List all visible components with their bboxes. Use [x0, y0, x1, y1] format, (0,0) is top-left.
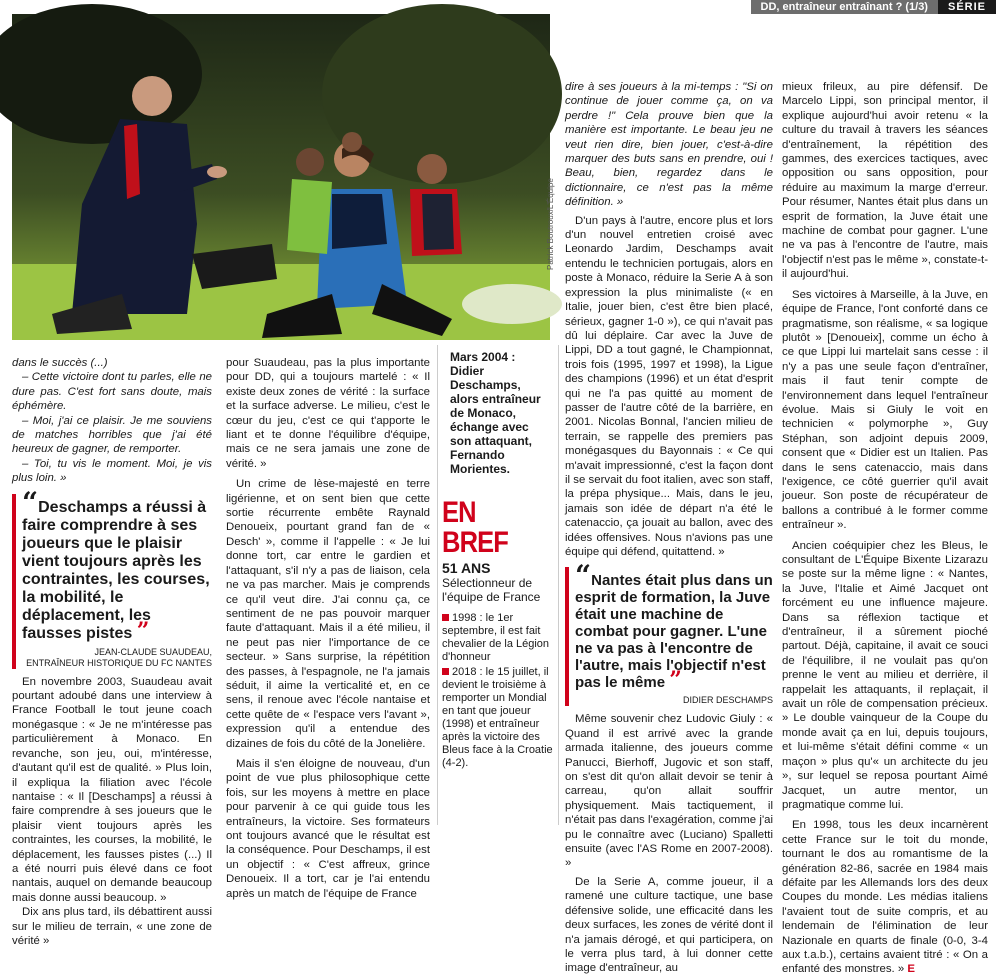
- paragraph: D'un pays à l'autre, encore plus et lors d'un nouvel entretien croisé avec Leonardo Jardim, Deschamps avait entendu le technicien portugais, alors en poste à Monaco, réduire la Serie A à son expression la plus minimaliste (« en Italie, jouer bien, c'est être bien placé, sérieux, gagner 1-0 »), ce qui n'avait pas dû lui déplaire. Car avec la Juve de Lippi, DD a tout gagné, le Championnat, trois fois (1995, 1997 et 1998), la Ligue des champions (1996) et un état d'esprit qui ne l'a pas quitté au moment de passer de l'autre côté de la barrière, en 2001. Nicolas Bonnal, l'ancien milieu de terrain, se rappelle des premiers pas monégasques du Bayonnais : « Ce qui m'avait impressionné, c'est la façon dont il se servait du foot italien, avec son staff, la prépa physique... Mais, dans le jeu, jamais son idée de départ n'a été le catenaccio, ça jouait au ballon, avec des idées offensives. Nous n'avions pas une équipe qui défend, quitattend. »: [565, 214, 773, 560]
- paragraph: Mais il s'en éloigne de nouveau, d'un point de vue plus philosophique cette fois, sur les moyens à mettre en place pour parvenir à ce qui guide tous les entraîneurs, la victoire. Ses formateurs ont toujours avancé que le résultat est la conséquence. Pour Deschamps, il est un objectif : « C'est affreux, grince Denoueix. Il a tort, car je l'ai entendu après un match de l'équipe de France: [226, 757, 430, 901]
- pull-quote-text: Nantes était plus dans un esprit de formation, la Juve était une machine de combat pour gagner. L'une ne va pas à l'encontre de l'autre, mais l'objectif n'est pas le même: [575, 572, 773, 691]
- article-column-4: [782, 80, 988, 830]
- pull-quote: [565, 567, 773, 706]
- paragraph: pour Suaudeau, pas la plus importante pour DD, qui a toujours martelé : « Il existe deux zones de vérité : la surface et la surface adverse. Le milieu, c'est le cœur du jeu, c'est ce qui t'apporte le liant et te donne l'équilibre d'équipe, mais ce ne sera jamais une zone de vérité. »: [226, 356, 430, 471]
- paragraph: Dix ans plus tard, ils débattirent aussi sur le milieu de terrain, « une zone de vérité »: [12, 905, 212, 948]
- paragraph: – Moi, j'ai ce plaisir. Je me souviens de matches horribles que j'ai été heureux de gagner, de remporter.: [12, 414, 212, 457]
- pull-quote-source: JEAN-CLAUDE SUAUDEAU, ENTRAÎNEUR HISTORIQUE DU FC NANTES: [22, 647, 212, 669]
- article-photo: [12, 14, 550, 340]
- column-divider: [558, 345, 559, 825]
- en-bref-age: 51 ANS: [442, 560, 554, 576]
- open-quote-icon: “: [22, 486, 38, 519]
- page-header: [751, 0, 996, 14]
- article-column-1: [12, 356, 212, 830]
- pull-quote: [12, 494, 212, 669]
- close-quote-icon: ”: [137, 618, 150, 644]
- bullet-icon: [442, 614, 449, 621]
- photo-caption: Mars 2004 : Didier Deschamps, alors entraîneur de Monaco, échange avec son attaquant, Fernando Morientes.: [450, 350, 550, 476]
- en-bref-item: 1998 : le 1er septembre, il est fait chevalier de la Légion d'honneur: [442, 612, 554, 664]
- pull-quote-source: DIDIER DESCHAMPS: [575, 695, 773, 706]
- pull-quote-text: Deschamps a réussi à faire comprendre à ses joueurs que le plaisir vient toujours après les contraintes, les courses, la mobilité, le déplacement, les fausses pistes: [22, 499, 210, 642]
- column-divider: [437, 345, 438, 825]
- bullet-icon: [442, 668, 449, 675]
- paragraph: En novembre 2003, Suaudeau avait pourtant adoubé dans une interview à France Football le tout jeune coach monégasque : « Je ne m'intéresse pas particulièrement à Monaco. En revanche, son jeu, oui, m'intéresse, d'autant qu'il est de qualité. » Plus loin, il expliqua la filiation avec l'école nantaise : « Il [Deschamps] a réussi à faire comprendre à ses joueurs que le plaisir vient toujours après les contraintes, les courses, la mobilité, le déplacement, les fausses pistes (...) Il a été nourri puis élevé dans ce foot nantais, auquel on demande beaucoup mais donne aussi beaucoup. »: [12, 675, 212, 906]
- paragraph: dans le succès (...): [12, 356, 212, 370]
- paragraph: De la Serie A, comme joueur, il a ramené une culture tactique, une base défensive solide, une efficacité dans les deux surfaces, les zones de vérité dont il n'a jamais dérogé, et qui participera, on le verra plus tard, à lui donner cette image d'entraîneur, au: [565, 875, 773, 976]
- paragraph: – Toi, tu vis le moment. Moi, je vis plus loin. »: [12, 457, 212, 486]
- header-kicker: DD, entraîneur entraînant ? (1/3): [751, 0, 938, 14]
- paragraph: En 1998, tous les deux incarnèrent cette France sur le toit du monde, tournant le dos au romantisme de la génération 82-86, sacrée en 1984 mais défaite par les Allemands lors des deux Coupes du monde. Les médias italiens l'avaient tout de suite compris, et au lendemain de l'élimination de leur Nazionale en quarts de finale (0-0, 3-4 aux t.a.b.), certains avaient titré : « On a enfanté des monstres. » E: [782, 818, 988, 976]
- paragraph: Ancien coéquipier chez les Bleus, le consultant de L'Équipe Bixente Lizarazu se poste sur la même ligne : « Nantes, la Juve, l'Italie et Aimé Jacquet ont forcément eu une influence majeure. Dans sa réflexion tactique et d'entraîneur, il a sûrement pioché partout. Déjà, capitaine, il avait ce souci de l'équilibre, il ne voulait pas qu'on prenne le vent au milieu et derrière, il rappelait les attaquants, il replaçait, il avait un rôle de compensation précieux. » Le double vainqueur de la Coupe du monde avait ça en lui, depuis toujours, et lui-même s'était défini comme « un maçon » plus qu'« un architecte du jeu », sur lequel se reposa pourtant Aimé Jacquet, un autre mentor, un pragmatique comme lui.: [782, 539, 988, 813]
- close-quote-icon: ”: [669, 667, 682, 693]
- article-column-3: [565, 80, 773, 830]
- en-bref-box: [442, 498, 554, 772]
- en-bref-title: EN BREF: [442, 498, 537, 558]
- photo-credit: Patrick Boutroux/L'Équipe: [546, 178, 555, 270]
- paragraph: Un crime de lèse-majesté en terre ligérienne, et on sent bien que cette sortie récurrente embête Raynald Denoueix, pourtant grand fan de « Desch' », comme il l'appelle : « Je lui donne tort, car entre le gardien et l'attaquant, s'il n'y a pas de liaison, cela ne va pas marcher. Mais je comprends ce qu'il veut dire. J'ai connu ça, ce sentiment de ne pas pouvoir marquer faute d'attaquant. Mais il a été milieu, il ne peut pas nier l'importance de ce secteur. » Sans surprise, la répétition des passes, à l'espagnole, ne l'a jamais séduit, il aime la verticalité et, en ce sens, il renoue avec l'école nantaise et cette quête de « l'espace vers l'avant », expression qu'il a entendue des dizaines de fois du côté de la Jonelière.: [226, 477, 430, 751]
- en-bref-role: Sélectionneur de l'équipe de France: [442, 576, 554, 604]
- paragraph: – Cette victoire dont tu parles, elle ne dure pas. C'est fort sans doute, mais éphémère.: [12, 370, 212, 413]
- open-quote-icon: “: [575, 559, 591, 592]
- photo-illustration: [12, 14, 550, 340]
- paragraph: mieux frileux, au pire défensif. De Marcelo Lippi, son principal mentor, il explique aujourd'hui avoir retenu « la culture du travail à travers les séances d'entraînement, la répétition des gammes, des exercices tactiques, avec opposition ou sans opposition, pour réduire au maximum la marge d'erreur. Pour résumer, Nantes était plus dans un esprit de formation, la Juve était une machine de combat pour gagner. L'une ne va pas à l'encontre de l'autre, mais l'objectif n'est pas le même », constate-t-il aujourd'hui.: [782, 80, 988, 282]
- paragraph: Même souvenir chez Ludovic Giuly : « Quand il est arrivé avec la grande armada italienne, des joueurs comme Panucci, Bierhoff, Jugovic et son staff, on s'est dit qu'on allait devoir se tenir à carreau, qu'on allait souffrir physiquement. Mais tactiquement, il n'était pas dans l'exagération, comme j'ai pu le connaître avec (Luciano) Spalletti ensuite (avec l'AS Rome en 2007-2008). »: [565, 712, 773, 870]
- paragraph: Ses victoires à Marseille, à la Juve, en équipe de France, l'ont conforté dans ce pragmatisme, son réalisme, « sa logique plutôt » [Denoueix], comme un écho à ce que Lippi lui martelait sans cesse : il n'y a pas une seule façon d'entraîner, mais il faut tenir compte de l'environnement dans lequel l'entraîneur évolue. Mais si Giuly le voit en technicien « polymorphe », Guy Stéphan, son adjoint depuis 2009, consent que « Didier est un Italien. Pas dans le sens catenaccio, mais dans l'exigence, ce côté guerrier qu'il avait joueur. Son poste de récupérateur de ballons a contribué à le former comme entraîneur ».: [782, 288, 988, 533]
- paragraph: dire à ses joueurs à la mi-temps : "Si on continue de jouer comme ça, on va perdre !" Cela prouve bien que la manière est importante. Le beau jeu ne veut rien dire, bien jouer, c'est-à-dire marquer des buts sans en prendre, oui ! Beau, bien, regardez dans le dictionnaire, ce n'est pas la même définition. »: [565, 80, 773, 210]
- en-bref-item: 2018 : le 15 juillet, il devient le troisième à remporter un Mondial en tant que joueur (1998) et entraîneur après la victoire des Bleus face à la Croatie (4-2).: [442, 666, 554, 770]
- article-column-2: [226, 356, 430, 830]
- end-mark-icon: E: [907, 963, 915, 975]
- header-section: SÉRIE: [938, 0, 996, 14]
